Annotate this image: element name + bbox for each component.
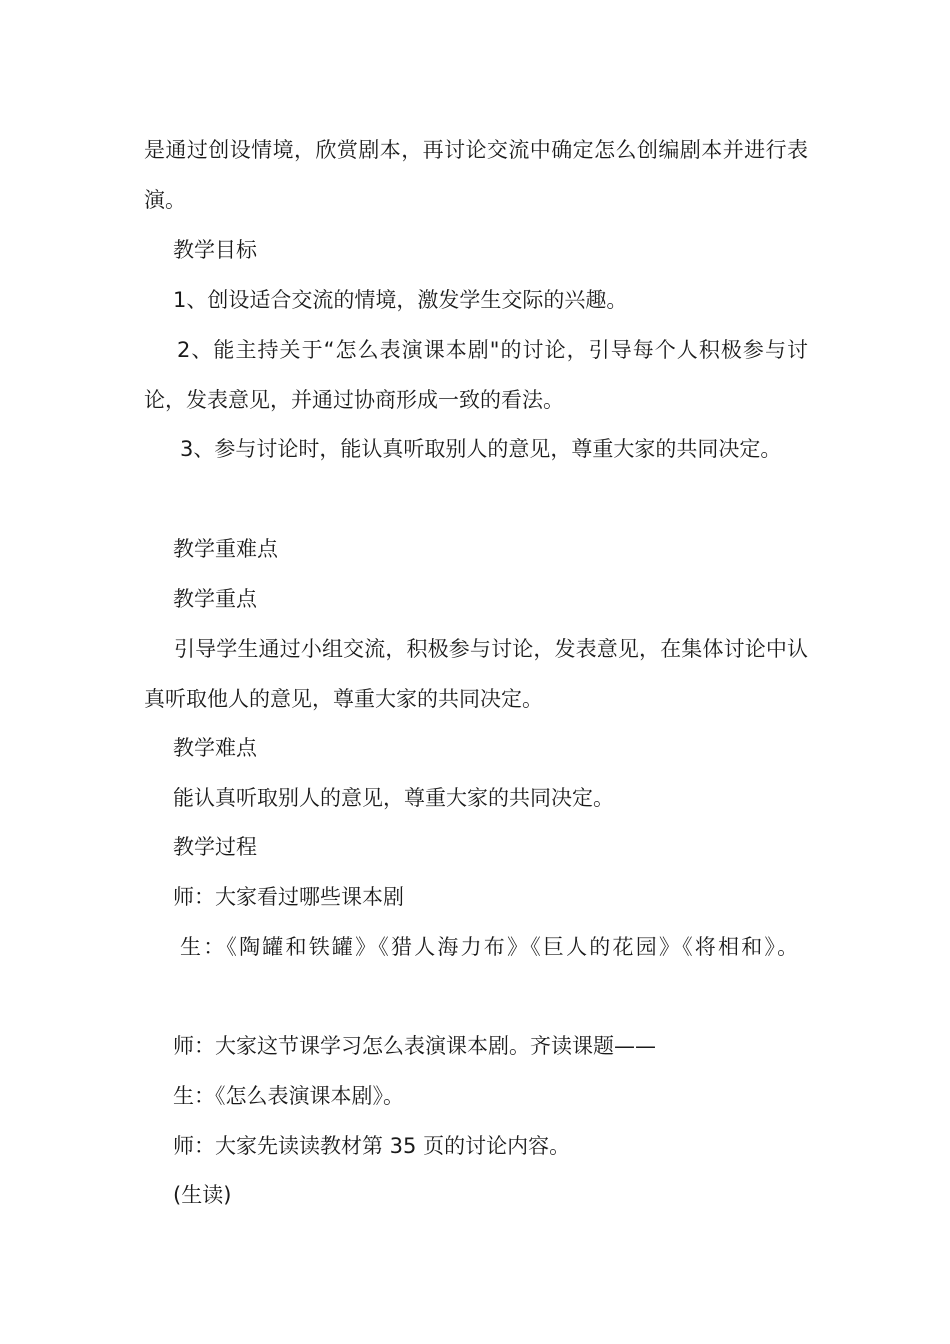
heading-teaching-process: 教学过程 [173,835,257,859]
heading-teaching-goals: 教学目标 [173,238,257,262]
heading-key-points: 教学重点 [173,587,257,611]
dialogue-teacher-3: 师：大家先读读教材第 35 页的讨论内容。 [173,1134,571,1158]
heading-key-difficult-points: 教学重难点 [173,537,278,561]
dialogue-student-1: 生：《陶罐和铁罐》《猎人海力布》《巨人的花园》《将相和》。 [180,935,801,959]
goal-item-3: 3、参与讨论时，能认真听取别人的意见，尊重大家的共同决定。 [180,437,782,461]
goal-item-2: 2、能主持关于“怎么表演课本剧"的讨论，引导每个人积极参与讨论，发表意见，并通过协商形成一致的看法。 [144,338,808,412]
difficult-points-text: 能认真听取别人的意见，尊重大家的共同决定。 [173,786,614,810]
dialogue-teacher-1: 师：大家看过哪些课本剧 [173,885,404,909]
heading-difficult-points: 教学难点 [173,736,257,760]
goal-item-1: 1、创设适合交流的情境，激发学生交际的兴趣。 [173,288,628,312]
dialogue-student-2: 生：《怎么表演课本剧》。 [173,1084,404,1108]
dialogue-teacher-2: 师：大家这节课学习怎么表演课本剧。齐读课题—— [173,1034,656,1058]
key-points-text: 引导学生通过小组交流，积极参与讨论，发表意见，在集体讨论中认真听取他人的意见，尊重大家的共同决定。 [144,637,808,711]
paragraph-intro: 是通过创设情境，欣赏剧本，再讨论交流中确定怎么创编剧本并进行表演。 [144,138,808,212]
stage-direction-student-reads: (生读) [173,1183,232,1207]
